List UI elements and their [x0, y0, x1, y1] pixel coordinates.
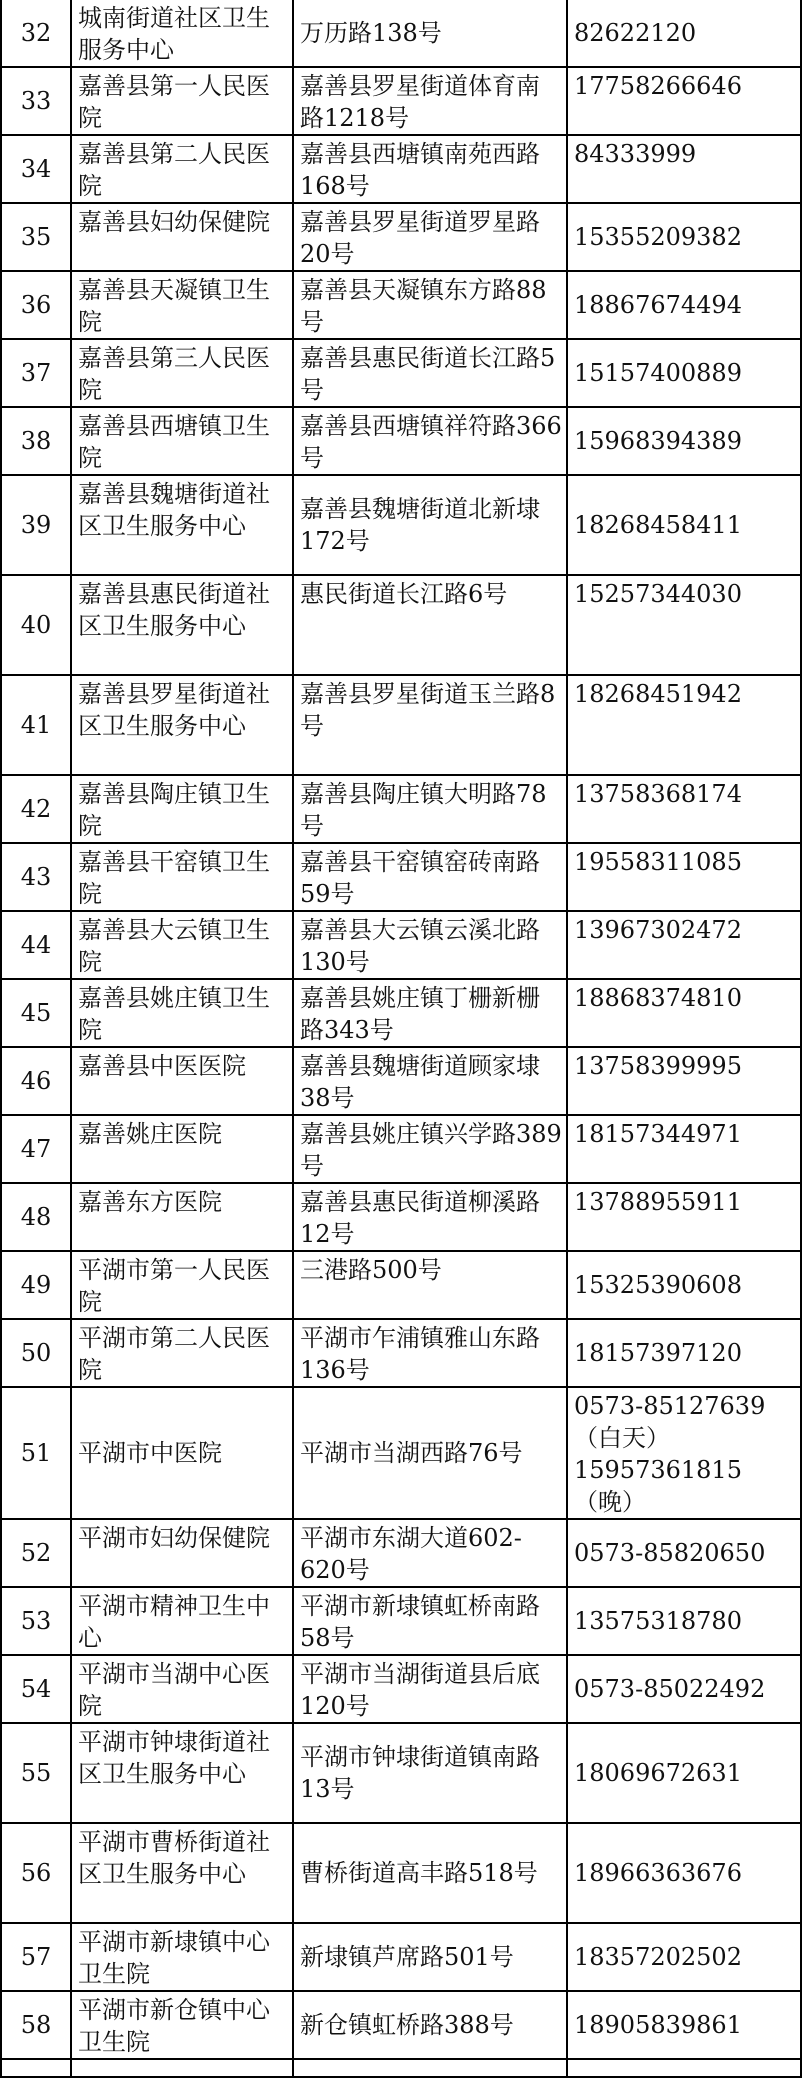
table-row [1, 1183, 801, 1251]
hospital-phone: 18157344971 [567, 1115, 801, 1183]
hospital-name: 嘉善县西塘镇卫生院 [71, 407, 293, 475]
hospital-phone: 18069672631 [567, 1723, 801, 1823]
hospital-name: 平湖市第二人民医院 [71, 1319, 293, 1387]
table-row [1, 1519, 801, 1587]
hospital-name: 嘉善县姚庄镇卫生院 [71, 979, 293, 1047]
row-number: 48 [1, 1183, 71, 1251]
table-row [1, 843, 801, 911]
hospital-address: 嘉善县魏塘街道北新埭172号 [293, 475, 567, 575]
table-row [1, 775, 801, 843]
hospital-phone: 13758399995 [567, 1047, 801, 1115]
hospital-phone: 0573-85820650 [567, 1519, 801, 1587]
hospital-address: 嘉善县惠民街道柳溪路12号 [293, 1183, 567, 1251]
hospital-name: 城南街道社区卫生服务中心 [71, 0, 293, 67]
hospital-name: 平湖市曹桥街道社区卫生服务中心 [71, 1823, 293, 1923]
hospital-phone: 19558311085 [567, 843, 801, 911]
hospital-phone: 15968394389 [567, 407, 801, 475]
row-number: 55 [1, 1723, 71, 1823]
hospital-phone: 13758368174 [567, 775, 801, 843]
hospital-phone: 0573-85127639 （白天） 15957361815 （晚） [567, 1387, 801, 1519]
hospital-name: 平湖市钟埭街道社区卫生服务中心 [71, 1723, 293, 1823]
table-row [1, 575, 801, 675]
table-row [1, 675, 801, 775]
table-row [1, 1991, 801, 2059]
hospital-name: 平湖市中医院 [71, 1387, 293, 1519]
hospital-phone: 13575318780 [567, 1587, 801, 1655]
hospital-name: 嘉善县第二人民医院 [71, 135, 293, 203]
hospital-name: 嘉善县中医医院 [71, 1047, 293, 1115]
hospital-phone: 18157397120 [567, 1319, 801, 1387]
hospital-name: 嘉善县第一人民医院 [71, 67, 293, 135]
row-number: 50 [1, 1319, 71, 1387]
hospital-phone: 18268451942 [567, 675, 801, 775]
hospital-address: 嘉善县罗星街道罗星路20号 [293, 203, 567, 271]
table-row [1, 1251, 801, 1319]
hospital-address-cell [293, 2059, 567, 2077]
table-row [1, 911, 801, 979]
row-number: 37 [1, 339, 71, 407]
table-row [1, 135, 801, 203]
table-row [1, 1823, 801, 1923]
hospital-name: 嘉善县妇幼保健院 [71, 203, 293, 271]
row-number: 46 [1, 1047, 71, 1115]
row-number: 49 [1, 1251, 71, 1319]
hospital-name: 嘉善姚庄医院 [71, 1115, 293, 1183]
table-row [1, 0, 801, 67]
row-number: 58 [1, 1991, 71, 2059]
row-number: 38 [1, 407, 71, 475]
row-number: 57 [1, 1923, 71, 1991]
table-row [1, 1319, 801, 1387]
hospital-name: 嘉善县大云镇卫生院 [71, 911, 293, 979]
hospital-address: 平湖市钟埭街道镇南路13号 [293, 1723, 567, 1823]
hospital-name: 平湖市当湖中心医院 [71, 1655, 293, 1723]
table-row [1, 1115, 801, 1183]
hospital-address: 三港路500号 [293, 1251, 567, 1319]
hospital-address: 新仓镇虹桥路388号 [293, 1991, 567, 2059]
hospital-address: 嘉善县惠民街道长江路5号 [293, 339, 567, 407]
hospital-address: 平湖市新埭镇虹桥南路58号 [293, 1587, 567, 1655]
hospital-phone: 0573-85022492 [567, 1655, 801, 1723]
hospital-name: 嘉善县魏塘街道社区卫生服务中心 [71, 475, 293, 575]
hospital-name: 嘉善县罗星街道社区卫生服务中心 [71, 675, 293, 775]
row-number: 56 [1, 1823, 71, 1923]
row-number: 53 [1, 1587, 71, 1655]
table-row [1, 1587, 801, 1655]
hospital-phone: 15355209382 [567, 203, 801, 271]
hospital-address: 平湖市东湖大道602-620号 [293, 1519, 567, 1587]
hospital-name: 平湖市妇幼保健院 [71, 1519, 293, 1587]
hospital-address: 平湖市当湖街道县后底120号 [293, 1655, 567, 1723]
hospital-phone: 17758266646 [567, 67, 801, 135]
row-number: 45 [1, 979, 71, 1047]
table-row [1, 271, 801, 339]
hospital-address: 惠民街道长江路6号 [293, 575, 567, 675]
row-number-cell [1, 2059, 71, 2077]
hospital-phone: 15257344030 [567, 575, 801, 675]
row-number: 35 [1, 203, 71, 271]
row-number: 39 [1, 475, 71, 575]
table-row [1, 475, 801, 575]
row-number: 47 [1, 1115, 71, 1183]
hospital-phone: 18357202502 [567, 1923, 801, 1991]
table-row-partial [1, 2059, 801, 2077]
table-row [1, 407, 801, 475]
hospital-address: 嘉善县天凝镇东方路88号 [293, 271, 567, 339]
table-row [1, 979, 801, 1047]
row-number: 54 [1, 1655, 71, 1723]
hospital-phone-cell [567, 2059, 801, 2077]
hospital-name: 平湖市第一人民医院 [71, 1251, 293, 1319]
hospital-phone: 18868374810 [567, 979, 801, 1047]
hospital-name: 嘉善东方医院 [71, 1183, 293, 1251]
hospital-name: 嘉善县天凝镇卫生院 [71, 271, 293, 339]
hospital-phone: 18867674494 [567, 271, 801, 339]
table-row [1, 339, 801, 407]
hospital-address: 嘉善县罗星街道玉兰路8号 [293, 675, 567, 775]
hospital-address: 嘉善县魏塘街道顾家埭38号 [293, 1047, 567, 1115]
row-number: 34 [1, 135, 71, 203]
hospital-address: 嘉善县姚庄镇兴学路389号 [293, 1115, 567, 1183]
table-row [1, 1655, 801, 1723]
row-number: 51 [1, 1387, 71, 1519]
hospital-name: 嘉善县陶庄镇卫生院 [71, 775, 293, 843]
hospital-phone: 18905839861 [567, 1991, 801, 2059]
hospital-phone: 18268458411 [567, 475, 801, 575]
table-row [1, 67, 801, 135]
hospital-address: 嘉善县西塘镇南苑西路168号 [293, 135, 567, 203]
row-number: 43 [1, 843, 71, 911]
hospital-phone: 13967302472 [567, 911, 801, 979]
row-number: 44 [1, 911, 71, 979]
row-number: 40 [1, 575, 71, 675]
hospital-address: 平湖市乍浦镇雅山东路136号 [293, 1319, 567, 1387]
hospital-address: 平湖市当湖西路76号 [293, 1387, 567, 1519]
row-number: 32 [1, 0, 71, 67]
hospital-address: 嘉善县大云镇云溪北路130号 [293, 911, 567, 979]
hospital-phone: 13788955911 [567, 1183, 801, 1251]
hospital-name-cell [71, 2059, 293, 2077]
hospital-phone: 82622120 [567, 0, 801, 67]
hospital-name: 嘉善县惠民街道社区卫生服务中心 [71, 575, 293, 675]
table-row [1, 1923, 801, 1991]
hospital-phone: 18966363676 [567, 1823, 801, 1923]
hospital-phone: 15325390608 [567, 1251, 801, 1319]
table-row [1, 203, 801, 271]
hospital-address: 曹桥街道高丰路518号 [293, 1823, 567, 1923]
row-number: 42 [1, 775, 71, 843]
row-number: 41 [1, 675, 71, 775]
hospital-name: 平湖市新仓镇中心卫生院 [71, 1991, 293, 2059]
table-row [1, 1047, 801, 1115]
hospital-address: 嘉善县罗星街道体育南路1218号 [293, 67, 567, 135]
hospital-name: 嘉善县第三人民医院 [71, 339, 293, 407]
table-row [1, 1387, 801, 1519]
hospital-name: 平湖市精神卫生中心 [71, 1587, 293, 1655]
hospital-address: 嘉善县陶庄镇大明路78号 [293, 775, 567, 843]
hospital-name: 平湖市新埭镇中心卫生院 [71, 1923, 293, 1991]
hospital-address: 新埭镇芦席路501号 [293, 1923, 567, 1991]
row-number: 52 [1, 1519, 71, 1587]
hospital-phone: 15157400889 [567, 339, 801, 407]
row-number: 36 [1, 271, 71, 339]
row-number: 33 [1, 67, 71, 135]
hospital-address: 嘉善县西塘镇祥符路366号 [293, 407, 567, 475]
hospital-address: 嘉善县干窑镇窑砖南路59号 [293, 843, 567, 911]
hospital-phone: 84333999 [567, 135, 801, 203]
hospital-name: 嘉善县干窑镇卫生院 [71, 843, 293, 911]
table-row [1, 1723, 801, 1823]
hospital-address: 嘉善县姚庄镇丁栅新栅路343号 [293, 979, 567, 1047]
hospital-address: 万历路138号 [293, 0, 567, 67]
